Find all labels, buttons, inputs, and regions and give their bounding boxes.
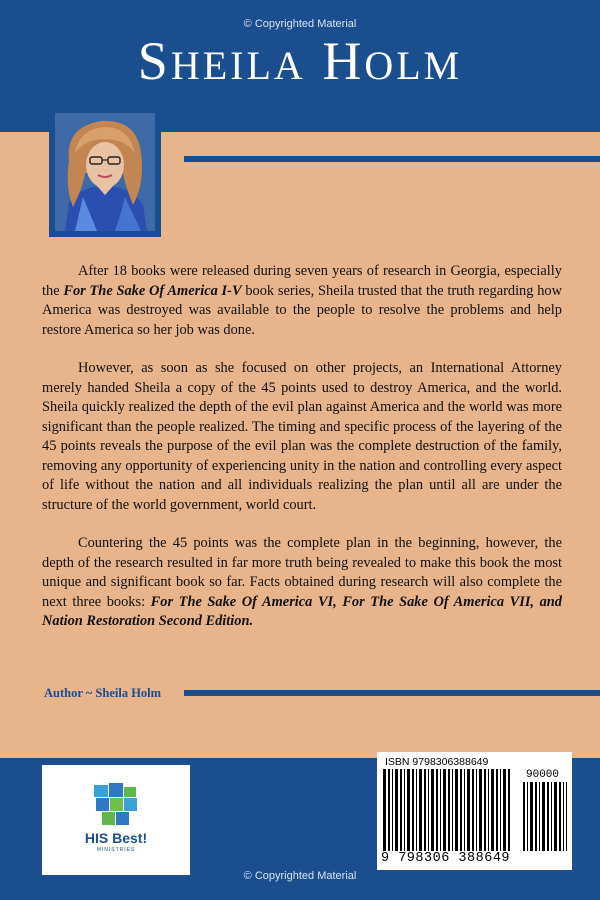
author-photo bbox=[55, 113, 155, 231]
price-code: 90000 bbox=[526, 769, 560, 781]
price-barcode bbox=[523, 782, 567, 851]
paragraph-1: After 18 books were released during seven years of research in Georgia, especially the For The Sake Of America I-V book series, Sheila trusted that the truth regarding how America was destroyed was available to the people to resolve the problems and help restore America so her job was done. bbox=[42, 263, 563, 338]
publisher-tagline: MINISTRIES bbox=[96, 847, 136, 853]
title-cap-h: H bbox=[322, 31, 365, 91]
barcode-area bbox=[377, 752, 572, 870]
paragraph-3: Countering the 45 points was the complete plan in the beginning, however, the depth of the research resulted in far more truth being revealed to make this book the most unique and significant book so far. Facts obtained during research will also complete the next three books: For The Sake Of America VI, For The Sake Of America VII, and Nation Restoration Second Edition. bbox=[42, 535, 562, 629]
description-text bbox=[42, 262, 562, 651]
puzzle-icon bbox=[92, 781, 140, 829]
paragraph-2: However, as soon as she focused on other projects, an International Attorney merely handed Sheila a copy of the 45 points used to destroy America, and the world. Sheila quickly realized the depth of the evil plan against America and the world was more significant than the people realized. The timing and specific process of the layering of the 45 points reveals the purpose of the evil plan was the complete destruction of the family, removing any opportunity of experiencing unity in the nation and controlling every aspect of life without the nation and all individuals realizing the plan until all are under the structure of the world government, world court. bbox=[42, 360, 562, 513]
divider-line-top bbox=[184, 156, 600, 162]
title-cap-s: S bbox=[137, 31, 171, 91]
watermark-top: © Copyrighted Material bbox=[243, 18, 357, 30]
barcode-number: 9 798306 388649 bbox=[381, 851, 511, 866]
watermark-bottom: © Copyrighted Material bbox=[243, 870, 357, 882]
author-title bbox=[0, 30, 600, 92]
isbn-barcode bbox=[383, 769, 511, 851]
title-rest-heila: HEILA bbox=[170, 43, 306, 88]
publisher-logo bbox=[42, 765, 190, 875]
publisher-name: HIS Best! bbox=[84, 830, 148, 846]
author-signature: Author ~ Sheila Holm bbox=[44, 686, 162, 700]
divider-line-bottom bbox=[184, 690, 600, 696]
title-rest-olm: OLM bbox=[364, 43, 463, 88]
isbn-label: ISBN 9798306388649 bbox=[385, 756, 489, 768]
